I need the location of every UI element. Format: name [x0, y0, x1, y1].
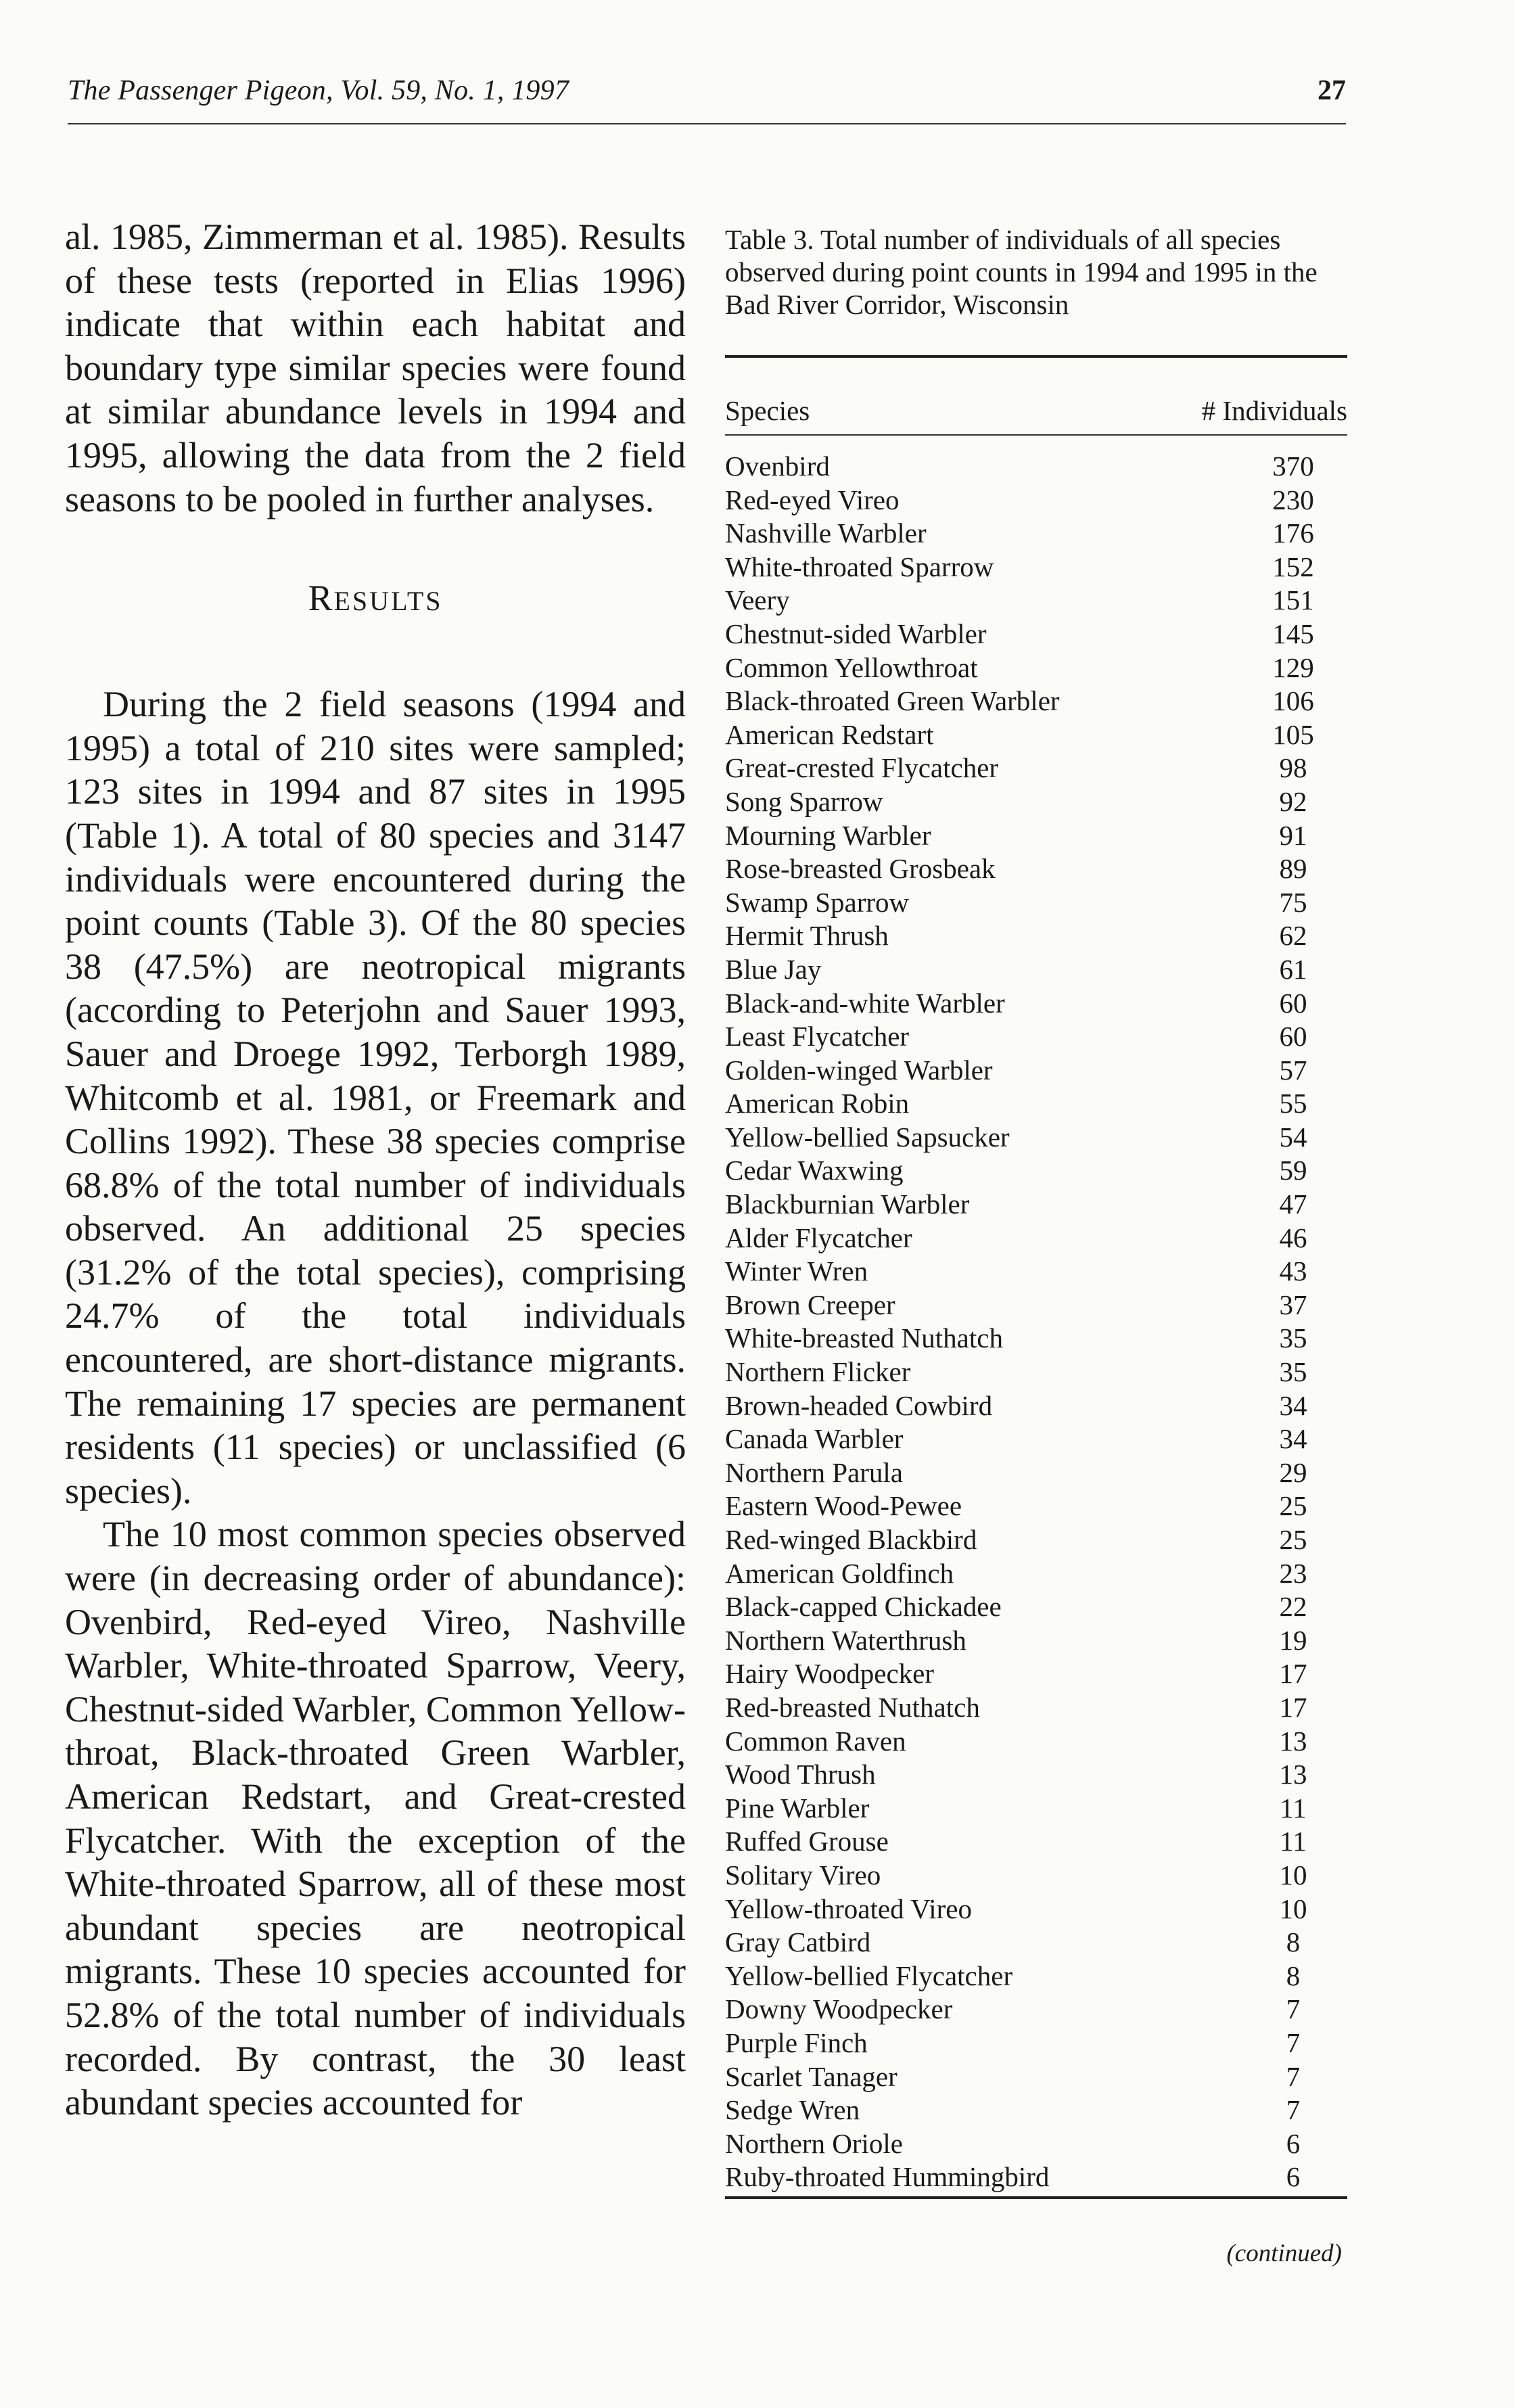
table-row	[725, 651, 1347, 685]
table-row	[725, 2127, 1347, 2161]
table-row	[725, 1859, 1347, 1893]
table-row	[725, 1825, 1347, 1859]
individual-count: 17	[1279, 1691, 1307, 1723]
species-name: Northern Parula	[725, 1456, 903, 1488]
individual-count: 152	[1272, 551, 1314, 582]
individual-count: 29	[1279, 1456, 1307, 1488]
species-name: Veery	[725, 584, 790, 616]
species-name: Gray Catbird	[725, 1926, 871, 1958]
individual-count: 8	[1286, 1960, 1301, 1991]
journal-title: The Passenger Pigeon, Vol. 59, No. 1, 1997	[68, 75, 569, 106]
table-row	[725, 1087, 1347, 1121]
table-row	[725, 584, 1347, 618]
species-name: Yellow-bellied Flycatcher	[725, 1960, 1013, 1991]
individual-count: 61	[1279, 953, 1307, 985]
species-name: Brown-headed Cowbird	[725, 1389, 993, 1421]
species-name: Purple Finch	[725, 2027, 868, 2058]
table-row	[725, 484, 1347, 517]
table-row	[725, 2093, 1347, 2127]
table-row	[725, 1054, 1347, 1088]
table-row	[725, 1893, 1347, 1926]
species-name: Least Flycatcher	[725, 1021, 910, 1052]
species-name: Ruby-throated Hummingbird	[725, 2161, 1050, 2193]
species-name: Northern Oriole	[725, 2127, 903, 2159]
individual-count: 7	[1286, 1993, 1301, 2025]
species-name: Rose-breasted Grosbeak	[725, 853, 996, 885]
species-name: Downy Woodpecker	[725, 1993, 953, 2025]
table-row	[725, 1389, 1347, 1423]
table-row	[725, 551, 1347, 584]
column-header-individuals: # Individuals	[1201, 395, 1347, 426]
paragraph-methods-end: al. 1985, Zimmerman et al. 1985). Results of these tests (reported in Elias 1996) indicate that within each habitat and boundary type similar species were found at similar abundance levels in 1994 and 1995, allowing the data from the 2 field seasons to be pooled in further analyses.	[65, 216, 686, 519]
individual-count: 46	[1279, 1222, 1307, 1253]
individual-count: 54	[1279, 1121, 1307, 1153]
species-name: Solitary Vireo	[725, 1859, 881, 1891]
individual-count: 25	[1279, 1524, 1307, 1555]
species-name: Blue Jay	[725, 953, 822, 985]
individual-count: 98	[1279, 752, 1307, 784]
table-row	[725, 1222, 1347, 1255]
species-name: Pine Warbler	[725, 1792, 870, 1824]
individual-count: 57	[1279, 1054, 1307, 1086]
table-row	[725, 685, 1347, 718]
individual-count: 34	[1279, 1389, 1307, 1421]
individual-count: 151	[1272, 584, 1314, 616]
table-row	[725, 1356, 1347, 1389]
page-number: 27	[1318, 75, 1346, 106]
table-continued-note: (continued)	[1226, 2240, 1342, 2267]
table-row	[725, 886, 1347, 920]
individual-count: 6	[1286, 2161, 1301, 2193]
individual-count: 92	[1279, 785, 1307, 817]
individual-count: 8	[1286, 1926, 1301, 1958]
left-text-column	[65, 215, 686, 2125]
table-row	[725, 1523, 1347, 1557]
table-row	[725, 517, 1347, 551]
table-row	[725, 1960, 1347, 1993]
species-name: Great-crested Flycatcher	[725, 752, 999, 784]
table-row	[725, 819, 1347, 853]
table-header-rule	[725, 434, 1347, 436]
table-row	[725, 450, 1347, 484]
table-row	[725, 1792, 1347, 1826]
individual-count: 10	[1279, 1859, 1307, 1891]
species-name: Hermit Thrush	[725, 920, 889, 952]
species-name: Black-throated Green Warbler	[725, 685, 1060, 717]
species-name: Yellow-throated Vireo	[725, 1893, 972, 1924]
species-name: Chestnut-sided Warbler	[725, 618, 987, 649]
table-row	[725, 1456, 1347, 1490]
table-row	[725, 2060, 1347, 2094]
species-name: Mourning Warbler	[725, 819, 931, 851]
table-row	[725, 718, 1347, 752]
species-name: Eastern Wood-Pewee	[725, 1490, 962, 1522]
species-name: Sedge Wren	[725, 2094, 860, 2126]
table-row	[725, 919, 1347, 953]
individual-count: 34	[1279, 1423, 1307, 1455]
table-row	[725, 2160, 1347, 2194]
species-name: Northern Flicker	[725, 1356, 911, 1388]
table-top-rule	[725, 355, 1347, 358]
table-row	[725, 1725, 1347, 1759]
individual-count: 55	[1279, 1088, 1307, 1119]
species-name: Canada Warbler	[725, 1423, 904, 1455]
table-bottom-rule	[725, 2196, 1347, 2199]
individual-count: 60	[1279, 1021, 1307, 1052]
table-row	[725, 1422, 1347, 1456]
individual-count: 35	[1279, 1322, 1307, 1354]
species-name: Common Yellowthroat	[725, 651, 978, 683]
table-row	[725, 2027, 1347, 2060]
individual-count: 6	[1286, 2127, 1301, 2159]
species-name: Red-eyed Vireo	[725, 484, 900, 515]
individual-count: 75	[1279, 886, 1307, 918]
table-row	[725, 618, 1347, 651]
species-name: Northern Waterthrush	[725, 1624, 966, 1656]
table-row	[725, 1255, 1347, 1289]
section-heading-results	[65, 579, 686, 620]
individual-count: 145	[1272, 618, 1314, 649]
table-row	[725, 1289, 1347, 1322]
heading-initial: R	[308, 578, 334, 619]
species-name: Common Raven	[725, 1725, 906, 1757]
species-name: Black-capped Chickadee	[725, 1591, 1002, 1623]
table-row	[725, 1489, 1347, 1523]
individual-count: 23	[1279, 1557, 1307, 1589]
species-name: American Goldfinch	[725, 1557, 954, 1589]
individual-count: 17	[1279, 1658, 1307, 1690]
individual-count: 89	[1279, 853, 1307, 885]
individual-count: 62	[1279, 920, 1307, 952]
table-row	[725, 1758, 1347, 1792]
individual-count: 176	[1272, 517, 1314, 549]
paragraph-results-1: During the 2 field seasons (1994 and 1995) a total of 210 sites were sampled; 123 sites in 1994 and 87 sites in 1995 (Table 1). A total of 80 species and 3147 individuals were encountered during the point counts (Table 3). Of the 80 species 38 (47.5%) are neotropical migrants (according to Peterjohn and Sauer 1993, Sauer and Droege 1992, Terborgh 1989, Whitcomb et al. 1981, or Freemark and Collins 1992). These 38 species comprise 68.8% of the total number of individuals observed. An additional 25 species (31.2% of the total species), comprising 24.7% of the total individuals encountered, are short-distance migrants. The remaining 17 species are permanent residents (11 species) or unclassified (6 species).	[65, 684, 686, 1511]
table-row	[725, 1993, 1347, 2027]
individual-count: 13	[1279, 1725, 1307, 1757]
species-name: Blackburnian Warbler	[725, 1188, 970, 1220]
individual-count: 10	[1279, 1893, 1307, 1924]
individual-count: 19	[1279, 1624, 1307, 1656]
individual-count: 91	[1279, 819, 1307, 851]
individual-count: 43	[1279, 1255, 1307, 1287]
table-header-row	[725, 394, 1347, 431]
table-row	[725, 1188, 1347, 1222]
species-name: Winter Wren	[725, 1255, 868, 1287]
individual-count: 7	[1286, 2027, 1301, 2058]
table-row	[725, 987, 1347, 1021]
table-row	[725, 1691, 1347, 1725]
species-name: Ovenbird	[725, 450, 830, 482]
individual-count: 370	[1272, 450, 1314, 482]
individual-count: 47	[1279, 1188, 1307, 1220]
individual-count: 22	[1279, 1591, 1307, 1623]
table-body	[725, 450, 1347, 2194]
table-caption: Table 3. Total number of individuals of all species observed during point counts in 1994 and 1995 in the Bad River Corridor, Wisconsin	[725, 224, 1318, 320]
individual-count: 25	[1279, 1490, 1307, 1522]
individual-count: 11	[1280, 1792, 1307, 1824]
table-row	[725, 1624, 1347, 1658]
table-row	[725, 1557, 1347, 1591]
species-name: Golden-winged Warbler	[725, 1054, 993, 1086]
individual-count: 129	[1272, 651, 1314, 683]
table-row	[725, 852, 1347, 886]
individual-count: 7	[1286, 2060, 1301, 2092]
table-row	[725, 1020, 1347, 1054]
column-header-species: Species	[725, 395, 810, 426]
species-name: Ruffed Grouse	[725, 1826, 889, 1857]
individual-count: 13	[1279, 1759, 1307, 1790]
individual-count: 37	[1279, 1289, 1307, 1320]
individual-count: 106	[1272, 685, 1314, 717]
heading-rest: ESULTS	[333, 586, 443, 617]
species-name: White-throated Sparrow	[725, 551, 994, 582]
species-name: Black-and-white Warbler	[725, 987, 1005, 1019]
species-name: American Redstart	[725, 718, 934, 750]
individual-count: 35	[1279, 1356, 1307, 1388]
table-row	[725, 1322, 1347, 1356]
species-name: American Robin	[725, 1088, 910, 1119]
running-header	[68, 70, 1346, 124]
paragraph-results-2: The 10 most common species observed were (in decreasing order of abundance): Ovenbird, Red-eyed Vireo, Nashville Warbler, White-throated Sparrow, Veery, Chestnut-sided Warbler, Common Yellow-throat, Black-throated Green Warbler, American Redstart, and Great-crested Flycatcher. With the exception of the White-throated Sparrow, all of these most abundant species are neotropical migrants. These 10 species accounted for 52.8% of the total number of individuals recorded. By contrast, the 30 least abundant species accounted for	[65, 1514, 686, 2123]
species-name: Brown Creeper	[725, 1289, 895, 1320]
individual-count: 230	[1272, 484, 1314, 515]
species-name: Swamp Sparrow	[725, 886, 910, 918]
species-name: Red-breasted Nuthatch	[725, 1691, 980, 1723]
individual-count: 11	[1280, 1826, 1307, 1857]
individual-count: 7	[1286, 2094, 1301, 2126]
table-row	[725, 1154, 1347, 1188]
species-name: Cedar Waxwing	[725, 1155, 904, 1186]
table-row	[725, 953, 1347, 987]
species-name: White-breasted Nuthatch	[725, 1322, 1003, 1354]
table-row	[725, 1121, 1347, 1155]
individual-count: 105	[1272, 718, 1314, 750]
species-name: Hairy Woodpecker	[725, 1658, 935, 1690]
species-name: Scarlet Tanager	[725, 2060, 898, 2092]
species-name: Red-winged Blackbird	[725, 1524, 977, 1555]
species-name: Song Sparrow	[725, 785, 883, 817]
species-name: Nashville Warbler	[725, 517, 927, 549]
table-3	[725, 223, 1354, 2267]
table-row	[725, 785, 1347, 819]
individual-count: 60	[1279, 987, 1307, 1019]
table-row	[725, 751, 1347, 785]
table-row	[725, 1590, 1347, 1624]
species-name: Yellow-bellied Sapsucker	[725, 1121, 1010, 1153]
species-name: Alder Flycatcher	[725, 1222, 912, 1253]
table-row	[725, 1657, 1347, 1691]
species-name: Wood Thrush	[725, 1759, 876, 1790]
individual-count: 59	[1279, 1155, 1307, 1186]
table-row	[725, 1926, 1347, 1960]
